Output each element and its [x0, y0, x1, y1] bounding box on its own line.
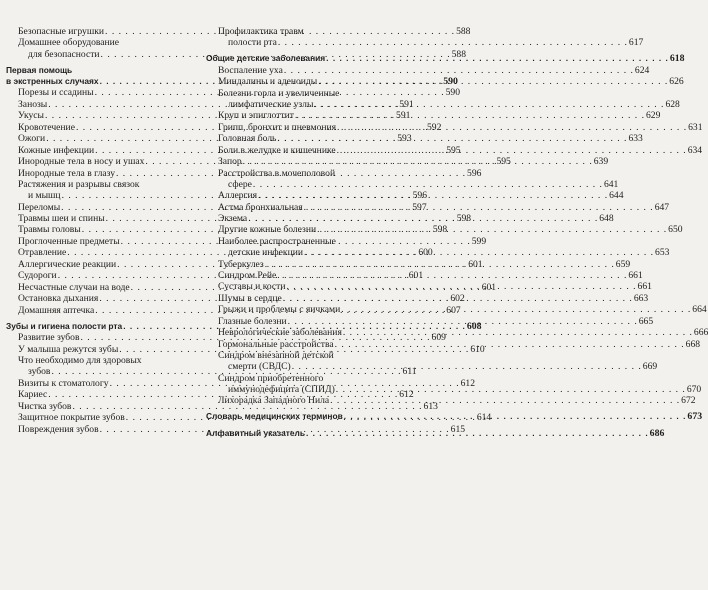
- dot-leader: [314, 99, 664, 110]
- dot-leader: [317, 224, 667, 235]
- toc-entry-title: полости рта: [228, 37, 277, 49]
- toc-page-number: 644: [609, 190, 624, 202]
- dot-leader: [284, 65, 634, 76]
- toc-entry-title: иммунодефицита (СПИД): [228, 383, 335, 395]
- toc-entry-title: Головная боль: [218, 133, 277, 145]
- toc-page-number: 626: [669, 76, 684, 88]
- dot-leader: [306, 428, 649, 438]
- toc-page-number: 670: [686, 383, 702, 395]
- toc-entry-title: Другие кожные болезни: [218, 224, 317, 236]
- toc-entry-title: Синдром внезапной детской: [218, 350, 334, 362]
- toc-entry-title: Грипп, бронхит и пневмония: [218, 121, 337, 133]
- toc-page-number: 601: [481, 281, 497, 293]
- toc-page-number: 596: [412, 190, 428, 202]
- toc-page-number: 631: [688, 121, 703, 133]
- toc-entry: [206, 64, 650, 76]
- toc-entry-title: Астма бронхиальная: [218, 201, 303, 213]
- toc-entry-title: Отравление: [18, 247, 67, 259]
- toc-entry-title: детские инфекции: [228, 247, 303, 259]
- toc-page-number: 611: [402, 366, 417, 378]
- toc-entry-title: Общие детские заболевания: [206, 53, 326, 64]
- toc-entry-title: Синдром приобретенного: [218, 372, 324, 384]
- toc-page-number: 588: [451, 48, 466, 60]
- toc-page-number: 601: [468, 258, 483, 270]
- toc-entry-title: Гормональные расстройства: [218, 338, 334, 350]
- toc-page-number: 598: [456, 213, 472, 224]
- toc-entry-title: Словарь медицинских терминов: [206, 411, 343, 422]
- toc-page-number: 607: [446, 304, 461, 316]
- toc-page-number: 595: [446, 144, 461, 156]
- toc-page-number: 669: [642, 361, 658, 373]
- toc-page-number: 598: [432, 224, 448, 236]
- toc-entry-title: Круп и эпиглоттит: [218, 110, 294, 122]
- toc-entry-title: Запор: [218, 156, 242, 168]
- toc-entry-title: Визиты к стоматологу: [18, 377, 109, 389]
- dot-leader: [265, 259, 615, 270]
- dot-leader: [337, 122, 687, 133]
- toc-entry-title: Расстройства в мочеполовой: [218, 167, 336, 179]
- toc-entry-title: Болезни горла и увеличенные: [218, 87, 340, 99]
- toc-entry-title: Кожные инфекции: [18, 144, 95, 156]
- toc-entry-title: Проглоченные предметы: [18, 235, 120, 247]
- dot-leader: [335, 339, 685, 350]
- toc-entry-title: Развитие зубов: [18, 332, 80, 344]
- dot-leader: [277, 270, 627, 281]
- toc-page-number: 650: [668, 224, 683, 236]
- toc-page-number: 602: [450, 293, 465, 305]
- toc-entry-title: Аллергические реакции: [18, 258, 117, 270]
- toc-entry-title: Боли в желудке и кишечнике: [218, 144, 336, 156]
- dot-leader: [253, 179, 603, 190]
- toc-entry-title: Занозы: [18, 98, 48, 110]
- toc-page-number: 633: [628, 133, 643, 145]
- toc-entry-title: лимфатические узлы: [228, 98, 314, 110]
- toc-entry-title: Наиболее распространенные: [218, 235, 336, 247]
- toc-page-number: 591: [399, 98, 414, 110]
- toc-entry-title: Чистка зубов: [18, 400, 72, 412]
- toc-entry-title: Инородные тела в носу и ушах: [18, 156, 145, 168]
- toc-page-number: 595: [496, 156, 511, 168]
- toc-page-number: 634: [687, 144, 703, 156]
- toc-entry-title: для безопасности: [28, 48, 100, 60]
- dot-leader: [337, 145, 687, 156]
- toc-entry-title: Судороги: [18, 270, 57, 282]
- toc-page-number: 590: [445, 87, 460, 99]
- toc-entry-title: Туберкулез: [218, 258, 264, 270]
- toc-entry-title: Травмы головы: [18, 224, 81, 236]
- dot-leader: [278, 37, 628, 48]
- toc-entry-title: Кариес: [18, 389, 48, 401]
- toc-page-number: 599: [471, 235, 487, 247]
- toc-entry-title: Что необходимо для здоровых: [18, 355, 142, 367]
- toc-page-number: 628: [665, 98, 680, 110]
- toc-entry-title: Лихорадка Западного Нила: [218, 395, 330, 407]
- toc-page-number: 673: [687, 411, 703, 423]
- toc-page-number: 653: [655, 247, 670, 259]
- toc-page-number: 686: [649, 427, 665, 439]
- toc-page-number: 641: [603, 178, 619, 190]
- dot-leader: [343, 327, 693, 338]
- dot-leader: [341, 304, 691, 315]
- toc-entry-title: Аллергия: [218, 190, 258, 202]
- toc-entry-title: Алфавитный указатель: [206, 427, 305, 438]
- dot-leader: [277, 133, 627, 144]
- toc-page-number: 659: [615, 258, 631, 270]
- dot-leader: [344, 411, 687, 424]
- toc-entry-title: Безопасные игрушки: [18, 26, 105, 37]
- toc-entry-title: Защитное покрытие зубов: [18, 412, 125, 424]
- toc-page-number: 591: [396, 110, 411, 122]
- toc-page-number: 663: [633, 292, 649, 304]
- toc-entry-title: Домашнее оборудование: [18, 37, 120, 49]
- toc-page-number: 590: [443, 75, 458, 87]
- toc-entry-title: зубов: [28, 366, 51, 378]
- toc-page-number: 639: [593, 156, 609, 168]
- toc-entry-title: Повреждения зубов: [18, 423, 99, 435]
- toc-entry-title: Суставы и кости: [218, 281, 286, 293]
- toc-entry-title: Инородные тела в глазу: [18, 167, 115, 179]
- toc-entry-title: Ожоги: [18, 133, 46, 145]
- dot-leader: [318, 76, 668, 87]
- toc-entry-title: Грыжи и проблемы с яичками: [218, 304, 341, 316]
- toc-page-number: 609: [431, 332, 446, 344]
- toc-page-number: 672: [681, 395, 696, 407]
- toc-entry-title: Переломы: [18, 201, 61, 213]
- toc-page-number: 596: [467, 167, 482, 179]
- dot-leader: [258, 190, 608, 201]
- toc-entry-title: Воспаление уха: [218, 64, 283, 76]
- dot-leader: [295, 110, 645, 121]
- toc-page-number: 608: [466, 320, 482, 332]
- toc-entry-title: Домашняя аптечка: [18, 304, 95, 316]
- toc-page-number: 661: [628, 269, 643, 281]
- dot-leader: [304, 202, 654, 213]
- toc-entry-title: в экстренных случаях: [6, 75, 99, 86]
- toc-page-number: 661: [637, 281, 652, 293]
- toc-entry-title: Первая помощь: [6, 64, 73, 75]
- toc-entry-title: Профилактика травм: [218, 26, 304, 37]
- toc-entry-title: Зубы и гигиена полости рта: [6, 320, 123, 331]
- toc-page-number: 664: [692, 304, 707, 316]
- toc-page-number: 601: [408, 270, 424, 282]
- toc-entry-title: Экзема: [218, 213, 248, 224]
- dot-leader: [288, 316, 638, 327]
- dot-leader: [326, 53, 669, 63]
- toc-entry-title: Несчастные случаи на воде: [18, 281, 130, 293]
- dot-leader: [292, 361, 642, 372]
- toc-entry-title: Укусы: [18, 110, 44, 122]
- toc-page-number: 618: [669, 53, 685, 65]
- toc-entry-title: Неврологические заболевания: [218, 327, 342, 339]
- toc-entry-title: Остановка дыхания: [18, 293, 99, 305]
- dot-leader: [304, 247, 654, 258]
- dot-leader: [243, 156, 593, 167]
- toc-entry-title: смерти (СВДС): [228, 361, 291, 373]
- toc-page-number: 600: [418, 247, 433, 259]
- dot-leader: [286, 281, 636, 292]
- toc-page-number: 588: [456, 26, 471, 37]
- toc-entry-title: Миндалины и аденоиды: [218, 76, 318, 88]
- toc-page-number: 592: [427, 121, 442, 133]
- toc-page-number: 597: [412, 201, 427, 213]
- toc-page-number: 665: [638, 315, 654, 327]
- dot-leader: [248, 213, 598, 224]
- toc-page-number: 610: [470, 343, 485, 355]
- toc-page-number: 666: [693, 327, 708, 339]
- toc-page-number: 648: [599, 213, 614, 224]
- toc-page-number: 615: [450, 423, 466, 435]
- toc-page-number: 613: [423, 400, 438, 412]
- toc-page-number: 629: [645, 110, 661, 122]
- toc-page-number: 612: [399, 389, 414, 401]
- dot-leader: [330, 395, 680, 406]
- toc-entry-title: Растяжения и разрывы связок: [18, 178, 140, 190]
- toc-entry-title: Глазные болезни: [218, 315, 287, 327]
- toc-page-number: 612: [460, 377, 475, 389]
- toc-page-number: 624: [634, 64, 650, 76]
- toc-page-number: 593: [397, 133, 412, 145]
- toc-page-number: 614: [476, 412, 492, 424]
- toc-entry-title: Кровотечение: [18, 121, 75, 133]
- toc-entry-title: сфере: [228, 178, 252, 190]
- toc-page-number: 617: [628, 37, 644, 49]
- dot-leader: [283, 293, 633, 304]
- toc-entry-title: Порезы и ссадины: [18, 87, 94, 99]
- toc-page-number: 647: [654, 201, 670, 213]
- toc-entry-title: Травмы шеи и спины: [18, 213, 105, 224]
- toc-entry-title: и мышц: [28, 190, 61, 202]
- toc-entry-title: У малыша режутся зубы: [18, 343, 119, 355]
- toc-entry-title: Синдром Рейе: [218, 269, 277, 281]
- toc-entry-title: Шумы в сердце: [218, 292, 282, 304]
- dot-leader: [336, 384, 686, 395]
- toc-page-number: 668: [685, 338, 701, 350]
